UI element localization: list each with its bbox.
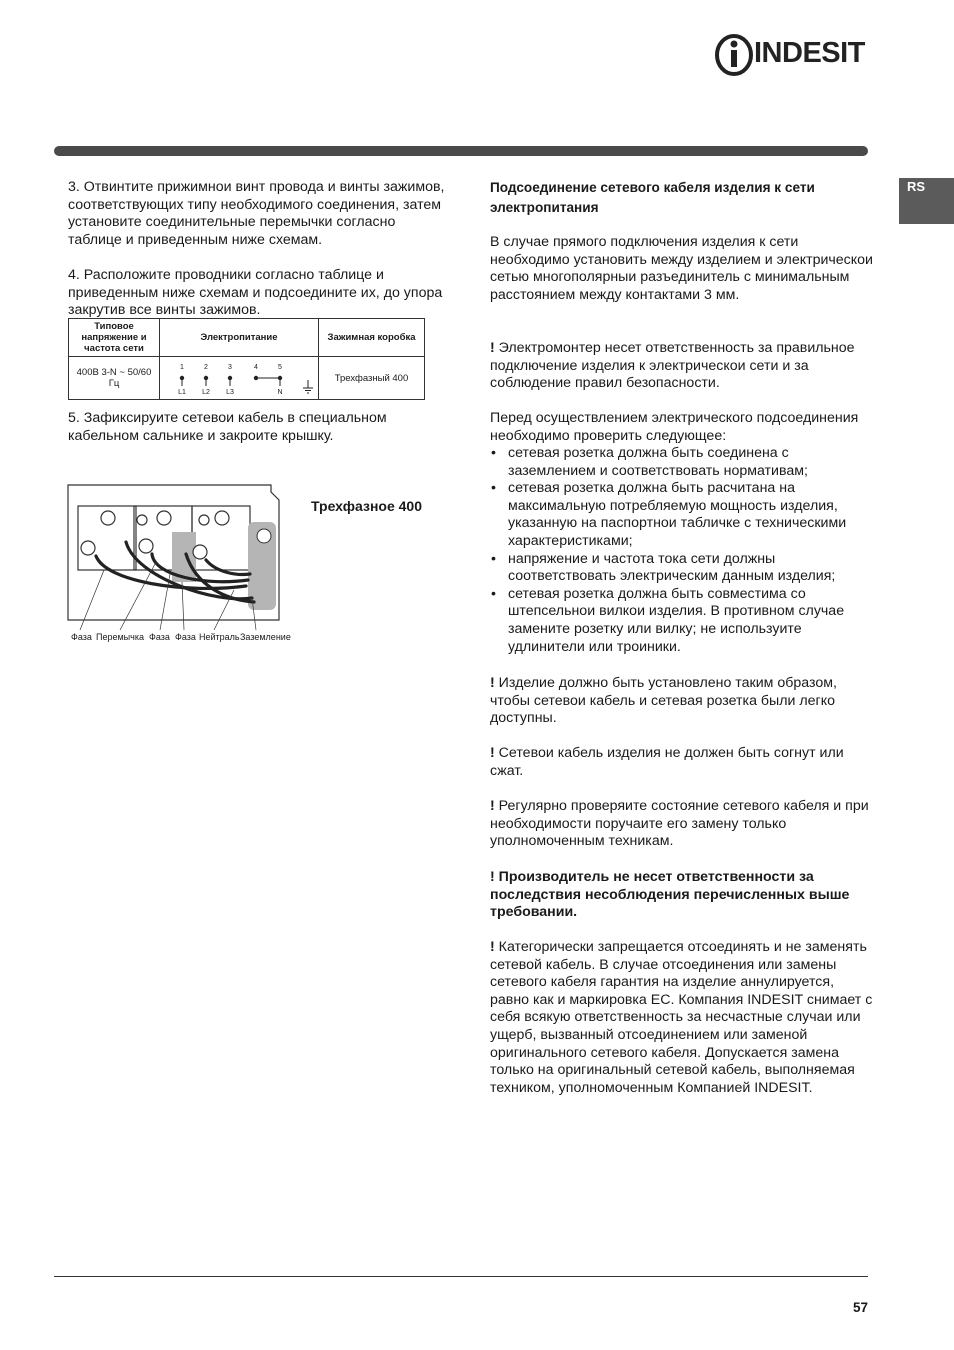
table-header-terminal-box: Зажимная коробка — [319, 319, 425, 357]
footer-rule — [54, 1276, 868, 1277]
wiring-diagram — [66, 482, 298, 632]
paragraph-cable-replacement — [490, 939, 876, 1097]
terminal-num-5: 5 — [278, 364, 282, 371]
table-header-row — [69, 319, 425, 357]
table-cell-terminal-box: Трехфазный 400 — [319, 357, 425, 400]
paragraph-electrician-text: Электромонтер несет ответственность за правильное подключение изделия к электрическои сети и за соблюдение правил безопасности. — [490, 340, 855, 392]
paragraph-cable-check — [490, 798, 876, 851]
logo-icon — [714, 32, 754, 78]
paragraph-accessibility-text: Изделие должно быть установлено таким образом, чтобы сетевои кабель и сетевая розетка были легко доступны. — [490, 675, 837, 727]
paragraph-accessibility — [490, 675, 876, 728]
brand-name: INDESIT — [754, 37, 865, 69]
list-item: • сетевая розетка должна быть соединена с заземлением и соответствовать нормативам; — [490, 445, 872, 480]
header-bar — [54, 146, 868, 156]
diagram-label-phase-1: Фаза — [71, 632, 92, 642]
warning-mark: ! — [490, 745, 495, 761]
terminal-label-l2: L2 — [202, 389, 210, 396]
terminal-label-l3: L3 — [226, 389, 234, 396]
paragraph-cable-bend — [490, 745, 876, 780]
check-list — [490, 445, 872, 656]
diagram-label-jumper: Перемычка — [96, 632, 144, 642]
step-3: 3. Отвинтите прижимнои винт провода и винты зажимов, соответствующих типу необходимого соединения, затем установите соединительные перемычки согласно таблице и приведенным ниже схемам. — [68, 179, 445, 248]
diagram-label-ground: Заземление — [240, 632, 291, 642]
terminal-num-3: 3 — [228, 364, 232, 371]
diagram-label-phase-3: Фаза — [175, 632, 196, 642]
diagram-label-neutral: Нейтраль — [199, 632, 240, 642]
warning-mark: ! — [490, 675, 495, 691]
step-5: 5. Зафиксируите сетевои кабель в специальном кабельном сальнике и закроите крышку. — [68, 410, 387, 444]
warning-mark: ! — [490, 798, 495, 814]
brand-logo — [714, 32, 872, 78]
diagram-label-phase-2: Фаза — [149, 632, 170, 642]
paragraph-electrician — [490, 340, 876, 393]
terminal-label-n: N — [277, 389, 283, 396]
list-item: • напряжение и частота тока сети должны соответствовать электрическим данным изделия; — [490, 551, 872, 586]
table-row — [69, 357, 425, 400]
paragraph-direct-connection: В случае прямого подключения изделия к сети необходимо установить между изделием и электрическои сетью многополярныи разъединитель с минимальным расстоянием между контактами 3 мм. — [490, 234, 873, 303]
paragraph-check: Перед осуществлением электрического подсоединения необходимо проверить следующее: — [490, 410, 859, 444]
terminal-schematic — [160, 357, 319, 400]
terminal-num-1: 1 — [180, 364, 184, 371]
connection-table — [68, 318, 425, 400]
diagram-caption: Трехфазное 400 — [311, 498, 422, 514]
language-tab — [899, 178, 954, 224]
terminal-label-l1: L1 — [178, 389, 186, 396]
terminal-schematic-icon — [164, 360, 314, 396]
table-cell-voltage: 400В 3-N ~ 50/60 Гц — [69, 357, 160, 400]
section-heading: Подсоединение сетевого кабеля изделия к сети электропитания — [490, 180, 815, 215]
paragraph-cable-replacement-text: Категорически запрещается отсоединять и не заменять сетевой кабель. В случае отсоединения или замены сетевого кабеля гарантия на изделие аннулируется, равно как и маркировка ЕС. Компания INDESIT снимает с себя всякую ответственность за несчастные случаи или ущерб, вызванный отсоединением или заменой оригинального сетевого кабеля. Допускается замена только на оригинальный сетевой кабель, выполняемая техником, уполномоченным Компанией INDESIT. — [490, 939, 873, 1096]
terminal-num-4: 4 — [254, 364, 258, 371]
page-number: 57 — [852, 1300, 868, 1315]
table-header-voltage: Типовое напряжение и частота сети — [69, 319, 160, 357]
paragraph-cable-check-text: Регулярно проверяите состояние сетевого кабеля и при необходимости поручаите его замену только уполномоченным техникам. — [490, 798, 869, 850]
warning-mark: ! — [490, 340, 495, 356]
terminal-num-2: 2 — [204, 364, 208, 371]
paragraph-liability: ! Производитель не несет ответственности за последствия несоблюдения перечисленных выше требовании. — [490, 869, 850, 921]
list-item: • сетевая розетка должна быть расчитана на максимальную потребляемую мощность изделия, указанную на паспортнои табличке с техническими характеристиками; — [490, 480, 872, 550]
warning-mark: ! — [490, 939, 495, 955]
paragraph-cable-bend-text: Сетевои кабель изделия не должен быть согнут или сжат. — [490, 745, 844, 779]
table-header-power: Электропитание — [160, 319, 319, 357]
list-item: • сетевая розетка должна быть совместима со штепсельнои вилкои изделия. В противном случае замените розетку или вилку; не используите удлинители или троиники. — [490, 586, 872, 656]
language-tab-label: RS — [907, 179, 926, 194]
step-4: 4. Расположите проводники согласно таблице и приведенным ниже схемам и подсоедините их, до упора закрутив все винты зажимов. — [68, 267, 443, 319]
